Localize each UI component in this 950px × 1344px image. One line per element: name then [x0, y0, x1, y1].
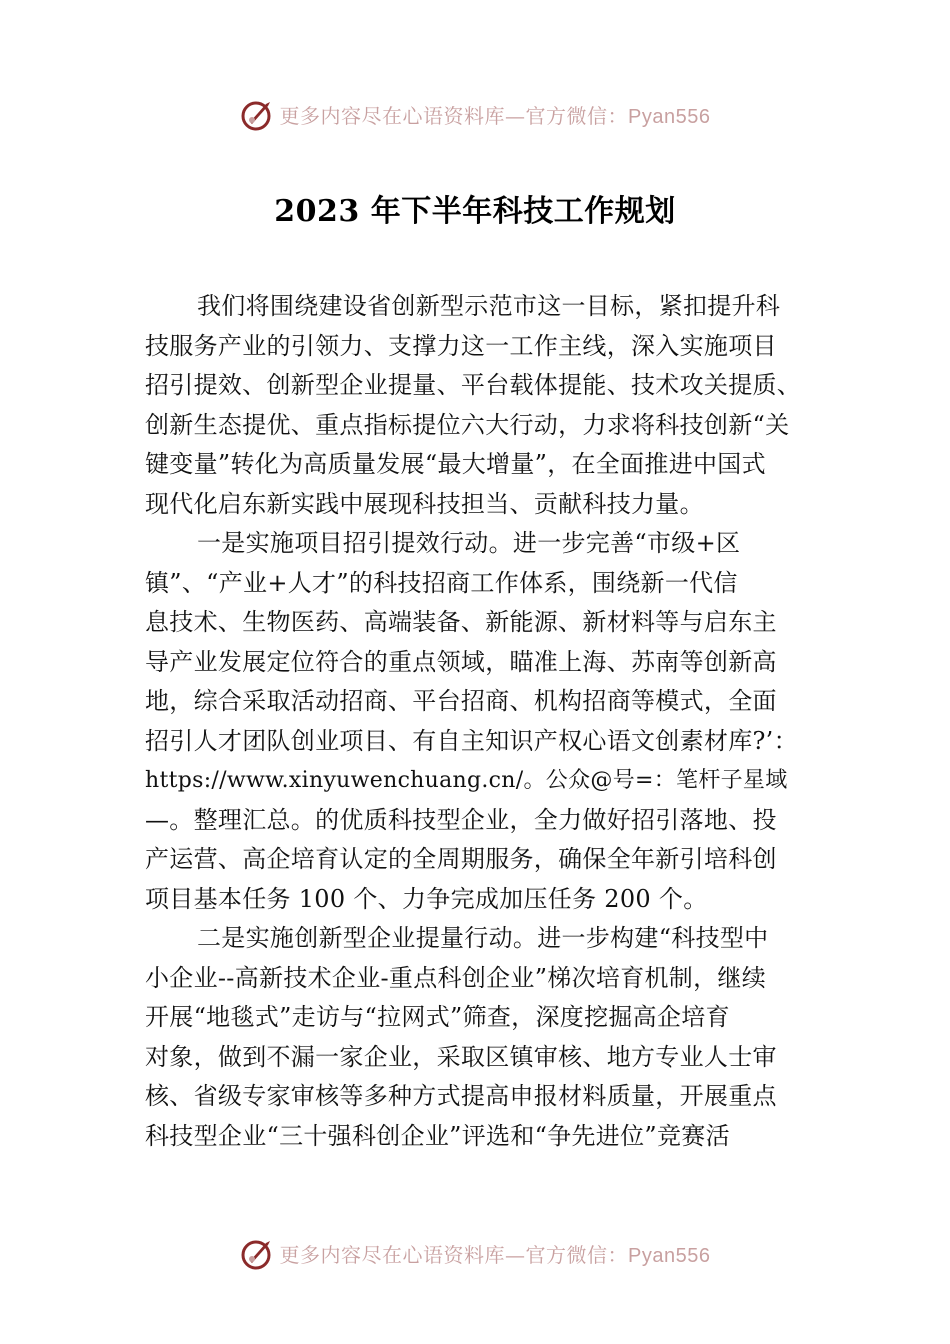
paragraph-line: —。整理汇总。的优质科技型企业，全力做好招引落地、投	[145, 805, 777, 834]
footer-watermark-text: 更多内容尽在心语资料库—官方微信：Pyan556	[279, 1242, 711, 1267]
paragraph-line: 镇”、“产业+人才”的科技招商工作体系，围绕新一代信	[145, 568, 738, 597]
paragraph-line: 二是实施创新型企业提量行动。进一步构建“科技型中	[197, 924, 769, 952]
paragraph-line: 对象，做到不漏一家企业，采取区镇审核、地方专业人士审	[145, 1042, 777, 1071]
header-watermark-text: 更多内容尽在心语资料库—官方微信：Pyan556	[279, 103, 711, 128]
paragraph-line: 键变量”转化为高质量发展“最大增量”，在全面推进中国式	[145, 450, 766, 478]
paragraph-line: 核、省级专家审核等多种方式提高申报材料质量，开展重点	[145, 1082, 777, 1110]
paragraph-line: 科技型企业“三十强科创企业”评选和“争先进位”竞赛活	[145, 1121, 730, 1150]
paragraph-line: 招引提效、创新型企业提量、平台载体提能、技术攻关提质、	[145, 371, 802, 399]
paragraph-line: 小企业--高新技术企业-重点科创企业”梯次培育机制，继续	[145, 963, 766, 992]
paragraph-line: 一是实施项目招引提效行动。进一步完善“市级+区	[197, 529, 741, 557]
paragraph-line: 现代化启东新实践中展现科技担当、贡献科技力量。	[145, 489, 704, 518]
pen-logo-icon	[240, 96, 276, 132]
paragraph-line: 开展“地毯式”走访与“拉网式”筛查，深度挖掘高企培育	[145, 1003, 730, 1031]
document-title: 2023 年下半年科技工作规划	[274, 194, 676, 229]
footer-watermark-banner	[0, 1231, 950, 1275]
pen-logo-icon	[240, 1235, 276, 1271]
paragraph-line: 息技术、生物医药、高端装备、新能源、新材料等与启东主	[145, 608, 777, 636]
paragraph-line: 项目基本任务 100 个、力争完成加压任务 200 个。	[145, 884, 708, 913]
document-body	[145, 287, 820, 1156]
paragraph-line: 技服务产业的引领力、支撑力这一工作主线，深入实施项目	[145, 331, 777, 360]
paragraph-line: 创新生态提优、重点指标提位六大行动，力求将科技创新“关	[145, 410, 790, 439]
paragraph-line: 地，综合采取活动招商、平台招商、机构招商等模式，全面	[145, 687, 777, 715]
paragraph-line: 产运营、高企培育认定的全周期服务，确保全年新引培科创	[145, 845, 777, 873]
paragraph-line: 我们将围绕建设省创新型示范市这一目标，紧扣提升科	[197, 292, 781, 320]
paragraph-line-url: https://www.xinyuwenchuang.cn/。公众@号=：笔杆子星域	[145, 768, 788, 793]
paragraph-line: 招引人才团队创业项目、有自主知识产权心语文创素材库?’：	[145, 726, 798, 755]
paragraph-line: 导产业发展定位符合的重点领域，瞄准上海、苏南等创新高	[145, 647, 777, 676]
header-watermark-banner	[0, 92, 950, 136]
